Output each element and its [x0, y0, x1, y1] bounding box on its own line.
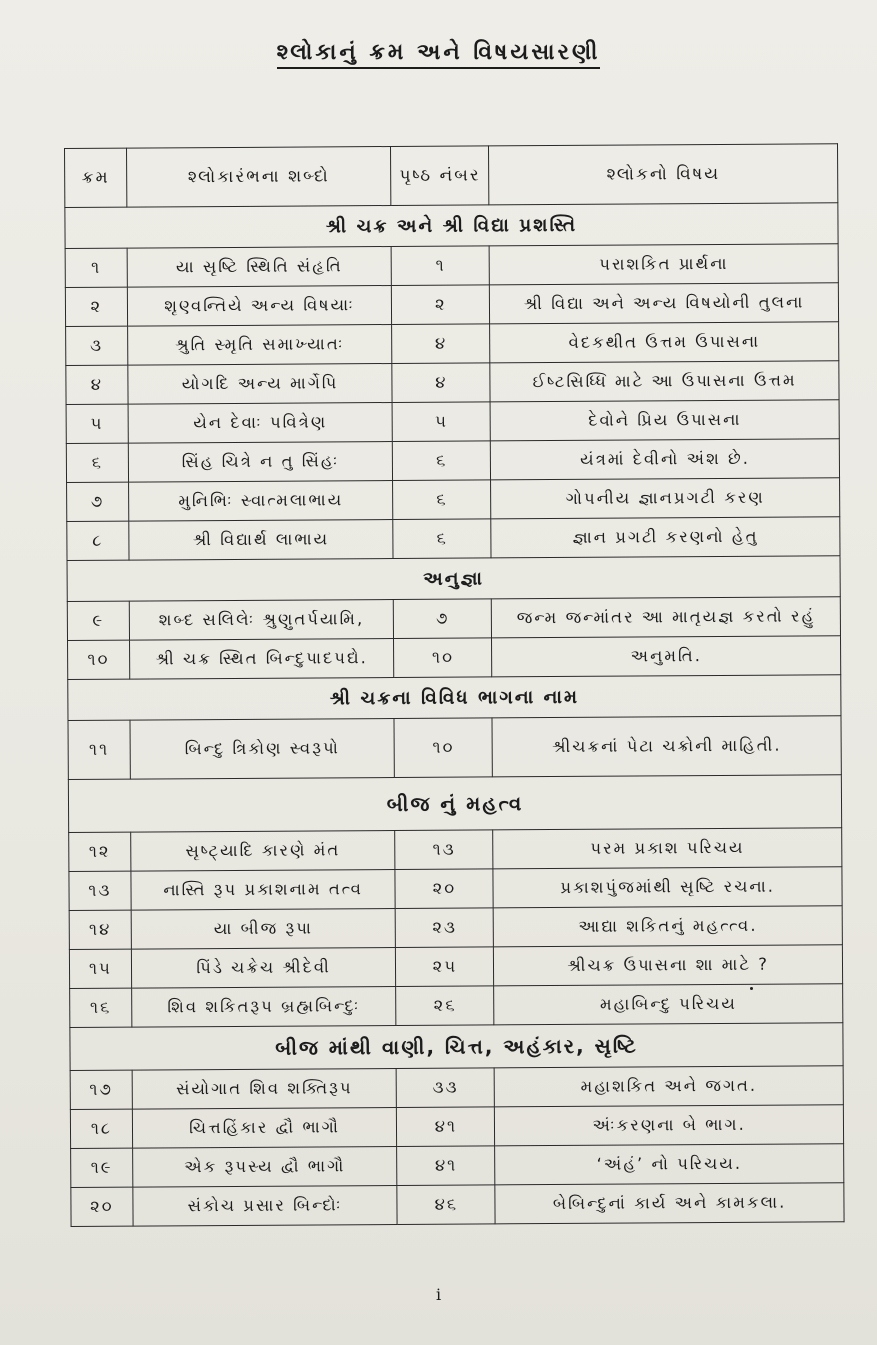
row-shloka: એક રૂપસ્ય દ્વૌ ભાગૌ	[132, 1146, 397, 1187]
row-page: ૩૩	[397, 1068, 495, 1108]
row-num: ૨૦	[71, 1187, 133, 1226]
row-page: ૬	[393, 519, 491, 559]
row-shloka: શૃણ્વન્તિયે અન્ય વિષયાઃ	[127, 286, 392, 327]
row-shloka: યા સૃષ્ટિ સ્થિતિ સંહૃતિ	[127, 247, 392, 288]
row-num: ૧૬	[70, 988, 132, 1027]
row-num: ૧૫	[69, 949, 131, 988]
section-title: અનુજ્ઞા	[67, 556, 840, 602]
row-shloka: શબ્દ સલિલેઃ શ્રુણુતર્પયામિ,	[129, 599, 394, 640]
row-topic: જ્ઞાન પ્રગટી કરણનો હેતુ	[491, 517, 840, 558]
row-num: ૫	[66, 404, 128, 443]
row-topic: મહાબિન્દુ પરિચય	[494, 984, 843, 1025]
row-num: ૩	[66, 326, 128, 365]
table-row	[66, 400, 839, 444]
row-topic: પ્રકાશપુંજમાંથી સૃષ્ટિ રચના.	[493, 867, 842, 908]
row-topic: ગોપનીય જ્ઞાનપ્રગટી કરણ	[491, 478, 840, 519]
section-row	[70, 1023, 843, 1071]
header-num: ક્રમ	[65, 148, 127, 207]
row-num: ૧૩	[69, 871, 131, 910]
row-page: ૪૧	[397, 1146, 495, 1186]
row-topic: પરમ પ્રકાશ પરિચય	[493, 828, 842, 869]
section-row	[65, 203, 838, 249]
section-row	[68, 675, 841, 721]
row-page: ૨	[392, 285, 490, 325]
section-title: શ્રી ચક્રના વિવિધ ભાગના નામ	[68, 675, 841, 721]
section-row	[67, 556, 840, 602]
row-topic: ઈષ્ટસિધ્ધિ માટે આ ઉપાસના ઉત્તમ	[490, 361, 839, 402]
row-shloka: પિંડે ચક્રેચ શ્રીદેવી	[131, 947, 396, 988]
table-row	[69, 828, 842, 872]
section-row	[68, 775, 841, 833]
row-topic: બેબિન્દુનાં કાર્ય અને કામકલા.	[495, 1183, 844, 1224]
row-shloka: શ્રી વિદ્યાર્થ લાભાય	[129, 519, 394, 560]
table-row	[67, 517, 840, 561]
table-row	[66, 322, 839, 366]
row-num: ૭	[67, 482, 129, 521]
row-num: ૮	[67, 521, 129, 560]
table-row	[70, 1066, 843, 1110]
row-topic: દેવોને પ્રિય ઉપાસના	[490, 400, 839, 441]
row-num: ૧૯	[71, 1148, 133, 1187]
row-page: ૬	[393, 441, 491, 481]
header-topic: શ્લોકનો વિષય	[489, 144, 838, 205]
row-num: ૧૨	[69, 832, 131, 871]
row-shloka: સૃષ્ટ્યાદિ કારણે મંત	[130, 830, 395, 871]
row-num: ૯	[67, 601, 129, 640]
row-page: ૧૦	[394, 718, 492, 778]
section-title: બીજ માંથી વાણી, ચિત્ત, અહંકાર, સૃષ્ટિ	[70, 1023, 843, 1071]
table-row	[68, 636, 841, 680]
row-page: ૪૧	[397, 1107, 495, 1147]
row-page: ૧૩	[395, 830, 493, 870]
row-topic: પરાશકિત પ્રાર્થના	[489, 244, 838, 285]
row-shloka: યેન દેવાઃ પવિત્રેણ	[128, 402, 393, 443]
header-page: પૃષ્ઠ નંબર	[391, 146, 489, 206]
row-num: ૬	[66, 443, 128, 482]
row-page: ૭	[394, 599, 492, 639]
row-num: ૧૭	[70, 1070, 132, 1109]
row-shloka: સિંહ ચિત્રે ન તુ સિંહઃ	[128, 441, 393, 482]
table-row	[67, 597, 840, 641]
row-topic: ‘અંહં’ નો પરિચય.	[495, 1144, 844, 1185]
row-num: ૧	[65, 248, 127, 287]
row-num: ૪	[66, 365, 128, 404]
row-topic: શ્રી વિદ્યા અને અન્ય વિષયોની તુલના	[490, 283, 839, 324]
row-page: ૪૬	[397, 1185, 495, 1225]
row-page: ૬	[393, 480, 491, 520]
row-page: ૫	[392, 402, 490, 442]
row-shloka: મુનિભિઃ સ્વાત્મલાભાય	[128, 480, 393, 521]
row-shloka: ચિત્તહિંકાર દ્વૌ ભાગૌ	[132, 1107, 397, 1148]
header-shloka: શ્લોકારંભના શબ્દો	[126, 147, 391, 208]
row-topic: યંત્રમાં દેવીનો અંશ છે.	[491, 439, 840, 480]
row-shloka: યા બીજ રૂપા	[131, 908, 396, 949]
table-row	[66, 361, 839, 405]
table-row	[69, 867, 842, 911]
row-num: ૧૮	[70, 1109, 132, 1148]
table-row	[69, 945, 842, 989]
row-topic: અંઃકરણના બે ભાગ.	[495, 1105, 844, 1146]
table-row	[66, 439, 839, 483]
row-topic: મહાશકિત અને જગત.	[494, 1066, 843, 1107]
row-shloka: શિવ શકિતરૂપ બ્રહ્મબિન્દુઃ	[131, 986, 396, 1027]
table-row	[69, 906, 842, 950]
row-shloka: નાસ્તિ રૂપ પ્રકાશનામ તત્વ	[131, 869, 396, 910]
row-topic: શ્રીચક્ર ઉપાસના શા માટે ?	[494, 945, 843, 986]
row-shloka: શ્રી ચક્ર સ્થિત બિન્દુપાદપદ્યે.	[129, 638, 394, 679]
row-topic: અનુમતિ.	[492, 636, 841, 677]
row-num: ૧૪	[69, 910, 131, 949]
header-row	[65, 144, 838, 208]
row-num: ૧૦	[68, 640, 130, 679]
section-title: બીજ નું મહત્વ	[68, 775, 841, 833]
row-page: ૧	[392, 246, 490, 286]
row-page: ૪	[392, 324, 490, 364]
row-topic: જન્મ જન્માંતર આ માતૃયજ્ઞ કરતો રહું	[492, 597, 841, 638]
table-row	[65, 244, 838, 288]
row-shloka: શ્રુતિ સ્મૃતિ સમાખ્યાતઃ	[127, 324, 392, 365]
row-topic: શ્રીચક્રનાં પેટા ચક્રોની માહિતી.	[492, 716, 841, 777]
table-row	[65, 283, 838, 327]
row-num: ૨	[65, 287, 127, 326]
row-page: ૨૬	[396, 986, 494, 1026]
table-row	[71, 1144, 844, 1188]
row-page: ૨૫	[396, 947, 494, 987]
ink-dot	[750, 987, 753, 990]
row-topic: વેદકથીત ઉત્તમ ઉપાસના	[490, 322, 839, 363]
section-title: શ્રી ચક્ર અને શ્રી વિદ્યા પ્રશસ્તિ	[65, 203, 838, 249]
row-shloka: સંકોચ પ્રસાર બિન્દોઃ	[133, 1185, 398, 1226]
page-title-text: શ્લોકાનું ક્રમ અને વિષયસારણી	[277, 40, 601, 69]
row-page: ૨૦	[395, 869, 493, 909]
row-shloka: સંયોગાત શિવ શક્તિરૂપ	[132, 1068, 397, 1109]
table-row	[68, 716, 841, 780]
row-page: ૨૩	[396, 908, 494, 948]
page-title	[0, 40, 877, 65]
row-shloka: બિન્દુ ત્રિકોણ સ્વરૂપો	[130, 718, 395, 779]
table-row	[71, 1183, 844, 1227]
row-num: ૧૧	[68, 720, 130, 779]
row-page: ૧૦	[394, 638, 492, 678]
row-topic: આદ્યા શકિતનું મહત્ત્વ.	[493, 906, 842, 947]
row-page: ૪	[392, 363, 490, 403]
table-row	[67, 478, 840, 522]
row-shloka: યોગદિ અન્ય માર્ગેપિ	[128, 363, 393, 404]
table-row	[70, 984, 843, 1028]
table-row	[70, 1105, 843, 1149]
contents-table	[64, 143, 845, 1227]
page-number: i	[435, 1285, 442, 1304]
